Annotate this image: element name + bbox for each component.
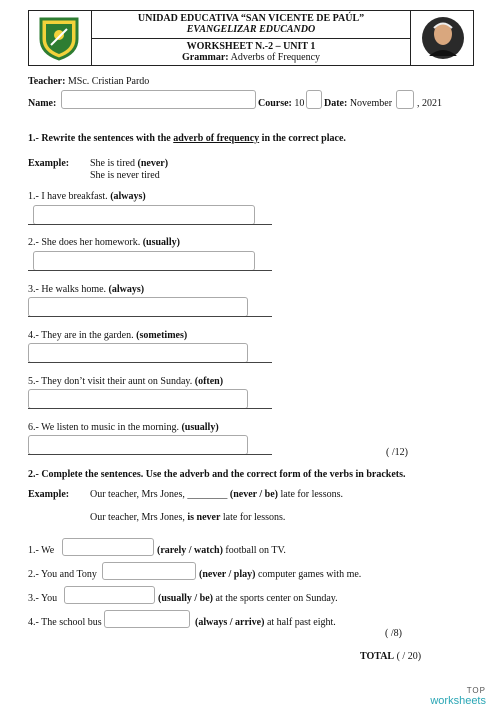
section1-example-label: Example: bbox=[28, 158, 70, 169]
section1-example-question: She is tired (never) bbox=[90, 158, 169, 169]
section2-example-question: Our teacher, Mrs Jones, ________ (never / be) late for lessons. bbox=[90, 489, 343, 500]
section2-title: 2.- Complete the sentences. Use the adverb and the correct form of the verbs in brackets. bbox=[28, 469, 406, 480]
course-input[interactable] bbox=[306, 90, 322, 109]
date-label: Date: November bbox=[324, 98, 393, 109]
answer-line bbox=[28, 408, 272, 409]
section2-example-label: Example: bbox=[28, 489, 70, 500]
name-input[interactable] bbox=[61, 90, 256, 109]
completion4-rest: (always / arrive) at half past eight. bbox=[195, 617, 336, 628]
exercise2-answer-input[interactable] bbox=[33, 251, 255, 271]
section1-title: 1.- Rewrite the sentences with the adverb of frequency in the correct place. bbox=[28, 133, 346, 144]
completion4-prefix: 4.- The school bus bbox=[28, 617, 102, 628]
saint-portrait-icon bbox=[421, 14, 465, 62]
exercise3-item: 3.- He walks home. (always) bbox=[28, 284, 145, 295]
course-label: Course: 10 bbox=[258, 98, 305, 109]
grammar-topic: Grammar: Adverbs of Frequency bbox=[181, 52, 321, 63]
section1-example-answer: She is never tired bbox=[90, 170, 160, 181]
exercise4-answer-input[interactable] bbox=[28, 343, 248, 363]
logo-cell bbox=[29, 11, 92, 65]
date-day-input[interactable] bbox=[396, 90, 414, 109]
answer-line bbox=[28, 316, 272, 317]
answer-line bbox=[28, 224, 272, 225]
worksheet-title: WORKSHEET N.-2 – UNIT 1 bbox=[186, 41, 316, 52]
completion4-input[interactable] bbox=[104, 610, 190, 628]
completion3-rest: (usually / be) at the sports center on Sunday. bbox=[158, 593, 338, 604]
completion1-prefix: 1.- We bbox=[28, 545, 55, 556]
completion1-input[interactable] bbox=[62, 538, 154, 556]
portrait-cell bbox=[410, 11, 473, 65]
teacher-line: Teacher: MSc. Cristian Pardo bbox=[28, 76, 150, 87]
total-score: TOTAL ( / 20) bbox=[360, 651, 422, 662]
exercise5-answer-input[interactable] bbox=[28, 389, 248, 409]
answer-line bbox=[28, 362, 272, 363]
exercise6-answer-input[interactable] bbox=[28, 435, 248, 455]
section2-example-answer: Our teacher, Mrs Jones, is never late for lessons. bbox=[90, 512, 286, 523]
answer-line bbox=[28, 454, 272, 455]
school-name: UNIDAD EDUCATIVA “SAN VICENTE DE PAÚL” bbox=[137, 13, 365, 24]
header-table bbox=[28, 10, 474, 66]
exercise1-answer-input[interactable] bbox=[33, 205, 255, 225]
school-motto: EVANGELIZAR EDUCANDO bbox=[186, 24, 316, 35]
section1-score: ( /12) bbox=[386, 447, 408, 458]
name-label: Name: bbox=[28, 98, 57, 109]
completion2-prefix: 2.- You and Tony bbox=[28, 569, 97, 580]
completion2-input[interactable] bbox=[102, 562, 196, 580]
exercise2-item: 2.- She does her homework. (usually) bbox=[28, 237, 180, 248]
exercise5-item: 5.- They don’t visit their aunt on Sunday. (often) bbox=[28, 376, 224, 387]
exercise3-answer-input[interactable] bbox=[28, 297, 248, 317]
completion1-rest: (rarely / watch) football on TV. bbox=[157, 545, 286, 556]
answer-line bbox=[28, 270, 272, 271]
exercise1-item: 1.- I have breakfast. (always) bbox=[28, 191, 146, 202]
topworksheets-logo: TOP worksheets bbox=[430, 686, 486, 707]
exercise4-item: 4.- They are in the garden. (sometimes) bbox=[28, 330, 188, 341]
exercise6-item: 6.- We listen to music in the morning. (usually) bbox=[28, 422, 219, 433]
completion2-rest: (never / play) computer games with me. bbox=[199, 569, 362, 580]
year-text: , 2021 bbox=[417, 98, 442, 109]
completion3-input[interactable] bbox=[64, 586, 155, 604]
header-divider bbox=[91, 38, 411, 39]
completion3-prefix: 3.- You bbox=[28, 593, 58, 604]
school-shield-icon bbox=[37, 15, 81, 61]
section2-score: ( /8) bbox=[385, 628, 402, 639]
